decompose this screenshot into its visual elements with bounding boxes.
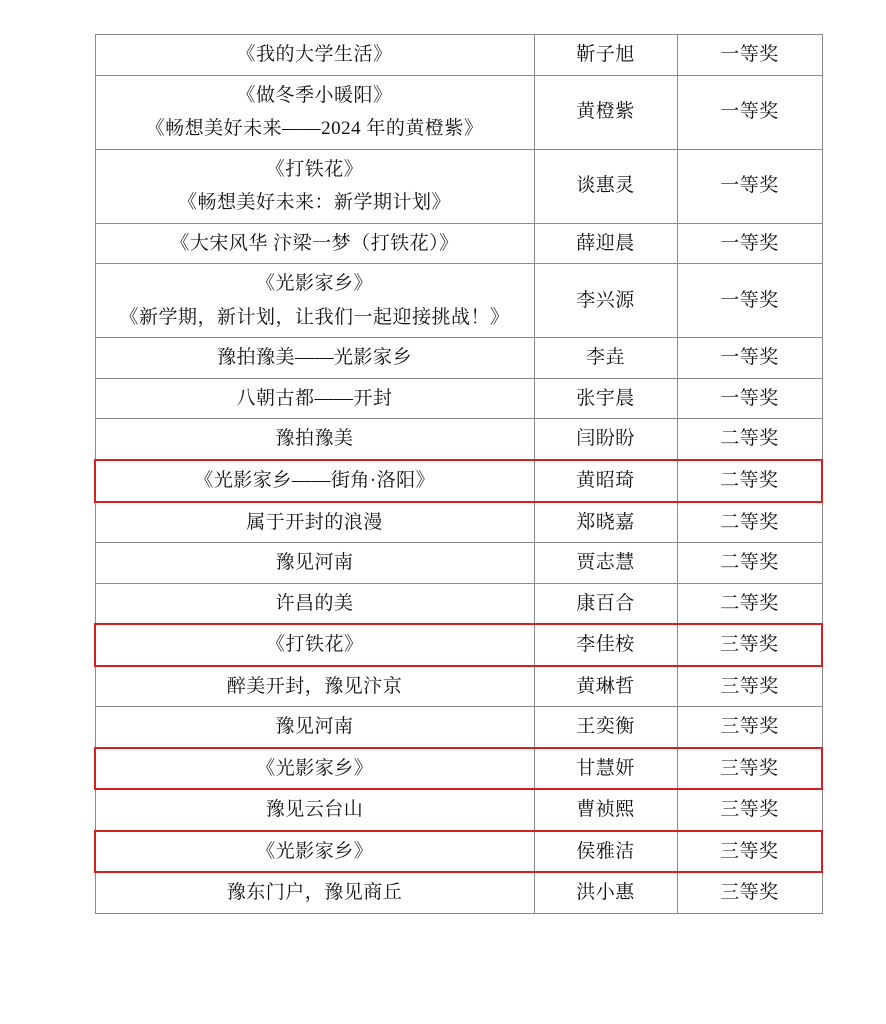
award-level-cell: 三等奖 [677,666,822,707]
author-name-cell: 侯雅洁 [534,831,677,873]
work-title-cell [95,583,534,624]
table-row [95,338,822,379]
table-row [95,543,822,584]
author-name-cell: 黄昭琦 [534,460,677,502]
work-title-line: 《光影家乡——街角·洛阳》 [194,470,436,492]
award-level-cell: 三等奖 [677,872,822,913]
work-title-line: 《我的大学生活》 [236,44,393,65]
work-title-cell [95,666,534,707]
work-title-line: 许昌的美 [275,592,354,614]
work-title-cell [95,460,534,502]
work-title-line: 《打铁花》 [265,634,364,656]
author-name-cell: 谈惠灵 [534,149,677,223]
table-row [95,624,822,666]
work-title-line: 《畅想美好未来——2024 年的黄橙紫》 [145,118,484,140]
table-row [95,460,822,502]
work-title-cell [95,378,534,419]
work-title-line: 豫拍豫美——光影家乡 [216,347,412,369]
author-name-cell: 贾志慧 [534,543,677,584]
author-name-cell: 甘慧妍 [534,748,677,790]
award-level-cell: 三等奖 [677,831,822,873]
author-name-cell: 郑晓嘉 [534,502,677,543]
award-level-cell: 三等奖 [677,707,822,748]
author-name-cell: 洪小惠 [534,872,677,913]
award-level-cell: 一等奖 [677,149,822,223]
work-title-cell [95,748,534,790]
table-row [95,149,822,223]
table-row [95,264,822,338]
table-row [95,378,822,419]
author-name-cell: 靳子旭 [534,35,677,76]
table-row [95,789,822,831]
work-title-cell [95,419,534,460]
award-level-cell: 一等奖 [677,338,822,379]
award-level-cell: 一等奖 [677,264,822,338]
table-row [95,223,822,264]
work-title-cell [95,543,534,584]
table-row [95,831,822,873]
author-name-cell: 李兴源 [534,264,677,338]
work-title-cell [95,149,534,223]
work-title-line: 《做冬季小暖阳》 [236,84,393,106]
award-level-cell: 二等奖 [677,543,822,584]
author-name-cell: 王奕衡 [534,707,677,748]
work-title-line: 豫见河南 [275,552,354,574]
author-name-cell: 康百合 [534,583,677,624]
work-title-line: 《新学期，新计划，让我们一起迎接挑战！》 [119,306,510,328]
work-title-cell [95,872,534,913]
award-level-cell: 二等奖 [677,583,822,624]
award-level-cell: 二等奖 [677,460,822,502]
award-level-cell: 一等奖 [677,378,822,419]
table-row [95,872,822,913]
award-table-body [95,35,822,914]
work-title-line: 八朝古都——开封 [236,387,393,409]
work-title-cell [95,789,534,831]
work-title-cell [95,707,534,748]
table-row [95,35,822,76]
work-title-cell [95,831,534,873]
work-title-cell [95,502,534,543]
award-level-cell: 三等奖 [677,624,822,666]
work-title-line: 《畅想美好未来：新学期计划》 [177,192,451,214]
award-level-cell: 一等奖 [677,223,822,264]
award-level-cell: 一等奖 [677,35,822,76]
work-title-line: 醉美开封，豫见汴京 [226,675,403,697]
work-title-cell [95,624,534,666]
award-level-cell: 二等奖 [677,502,822,543]
work-title-line: 豫见河南 [275,716,354,738]
author-name-cell: 李垚 [534,338,677,379]
work-title-cell [95,35,534,76]
table-row [95,75,822,149]
author-name-cell: 曹祯熙 [534,789,677,831]
work-title-cell [95,223,534,264]
work-title-line: 豫见云台山 [265,799,364,821]
award-level-cell: 三等奖 [677,748,822,790]
author-name-cell: 张宇晨 [534,378,677,419]
work-title-cell [95,75,534,149]
work-title-line: 《光影家乡》 [255,273,373,295]
author-name-cell: 薛迎晨 [534,223,677,264]
work-title-line: 豫东门户，豫见商丘 [226,882,403,904]
work-title-line: 豫拍豫美 [275,428,354,450]
table-row [95,419,822,460]
award-level-cell: 二等奖 [677,419,822,460]
table-row [95,666,822,707]
work-title-line: 《光影家乡》 [256,840,374,862]
award-table [94,34,823,914]
award-level-cell: 三等奖 [677,789,822,831]
author-name-cell: 闫盼盼 [534,419,677,460]
table-row [95,707,822,748]
work-title-line: 《大宋风华 汴梁一梦（打铁花）》 [170,232,459,254]
table-row [95,583,822,624]
table-row [95,748,822,790]
author-name-cell: 黄琳哲 [534,666,677,707]
work-title-cell [95,338,534,379]
work-title-cell [95,264,534,338]
work-title-line: 《光影家乡》 [256,757,374,779]
author-name-cell: 李佳桉 [534,624,677,666]
work-title-line: 《打铁花》 [265,158,364,180]
author-name-cell: 黄橙紫 [534,75,677,149]
work-title-line: 属于开封的浪漫 [246,511,383,533]
award-level-cell: 一等奖 [677,75,822,149]
table-row [95,502,822,543]
